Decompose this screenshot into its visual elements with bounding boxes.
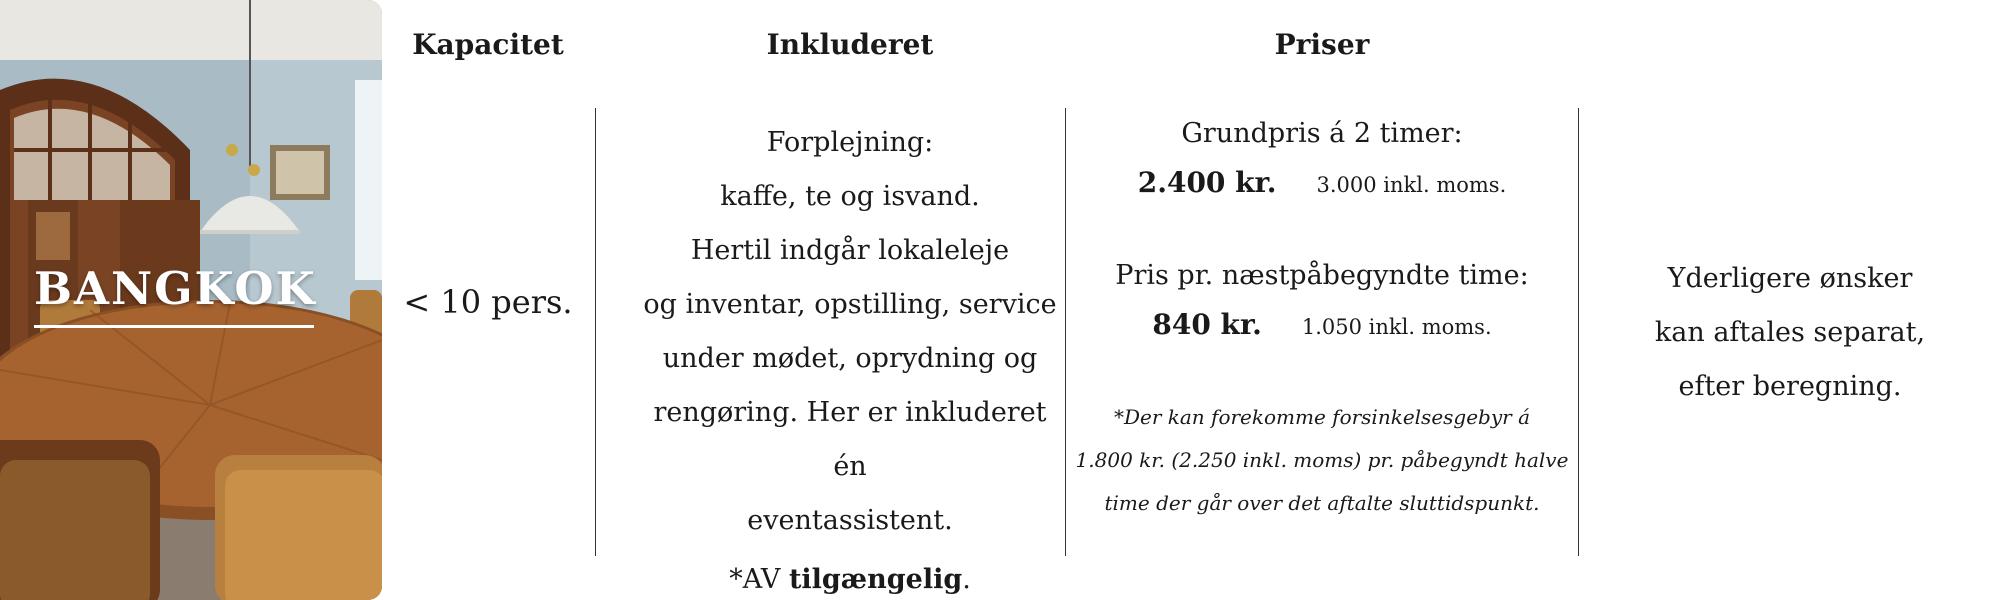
late-fee-note <box>1066 396 1578 525</box>
extra-wishes <box>1580 252 2000 414</box>
av-availability <box>636 560 1064 600</box>
hourly-price-incl-vat: 1.050 inkl. moms. <box>1301 315 1492 339</box>
note-line: time der går over det aftalte sluttidspunkt. <box>1104 491 1540 515</box>
room-name-underline <box>34 325 314 328</box>
included-line: Forplejning: <box>766 127 934 158</box>
prices-section <box>1066 114 1578 525</box>
column-divider-3 <box>1578 108 1579 556</box>
av-prefix: *AV <box>729 564 789 595</box>
note-line: *Der kan forekomme forsinkelsesgebyr á <box>1113 405 1531 429</box>
included-section <box>636 116 1064 600</box>
included-line: Hertil indgår lokaleleje <box>690 235 1010 266</box>
room-name: BANGKOK <box>34 262 317 315</box>
av-available-text: tilgængelig <box>788 564 963 595</box>
room-photo <box>0 0 382 600</box>
hourly-price-row <box>1066 308 1578 352</box>
included-line: rengøring. Her er inkluderet én <box>653 397 1047 482</box>
base-price-incl-vat: 3.000 inkl. moms. <box>1316 173 1507 197</box>
included-line: og inventar, opstilling, service <box>643 289 1057 320</box>
hourly-price-label: Pris pr. næstpåbegyndte time: <box>1115 260 1529 291</box>
header-included: Inkluderet <box>766 28 934 61</box>
hourly-price: 840 kr. <box>1152 308 1262 341</box>
included-line: kaffe, te og isvand. <box>720 181 980 212</box>
base-price: 2.400 kr. <box>1137 166 1277 199</box>
extra-line: Yderligere ønsker <box>1667 263 1913 294</box>
extra-line: efter beregning. <box>1678 371 1902 402</box>
capacity-value: < 10 pers. <box>403 283 573 321</box>
base-price-row <box>1066 166 1578 210</box>
header-capacity: Kapacitet <box>412 28 564 61</box>
av-suffix: . <box>962 564 971 595</box>
extra-line: kan aftales separat, <box>1654 317 1926 348</box>
note-line: 1.800 kr. (2.250 inkl. moms) pr. påbegyndt halve <box>1075 448 1569 472</box>
column-divider-1 <box>595 108 596 556</box>
header-prices: Priser <box>1274 28 1370 61</box>
included-line: under mødet, oprydning og <box>662 343 1038 374</box>
included-line: eventassistent. <box>747 505 953 536</box>
base-price-label: Grundpris á 2 timer: <box>1181 118 1463 149</box>
